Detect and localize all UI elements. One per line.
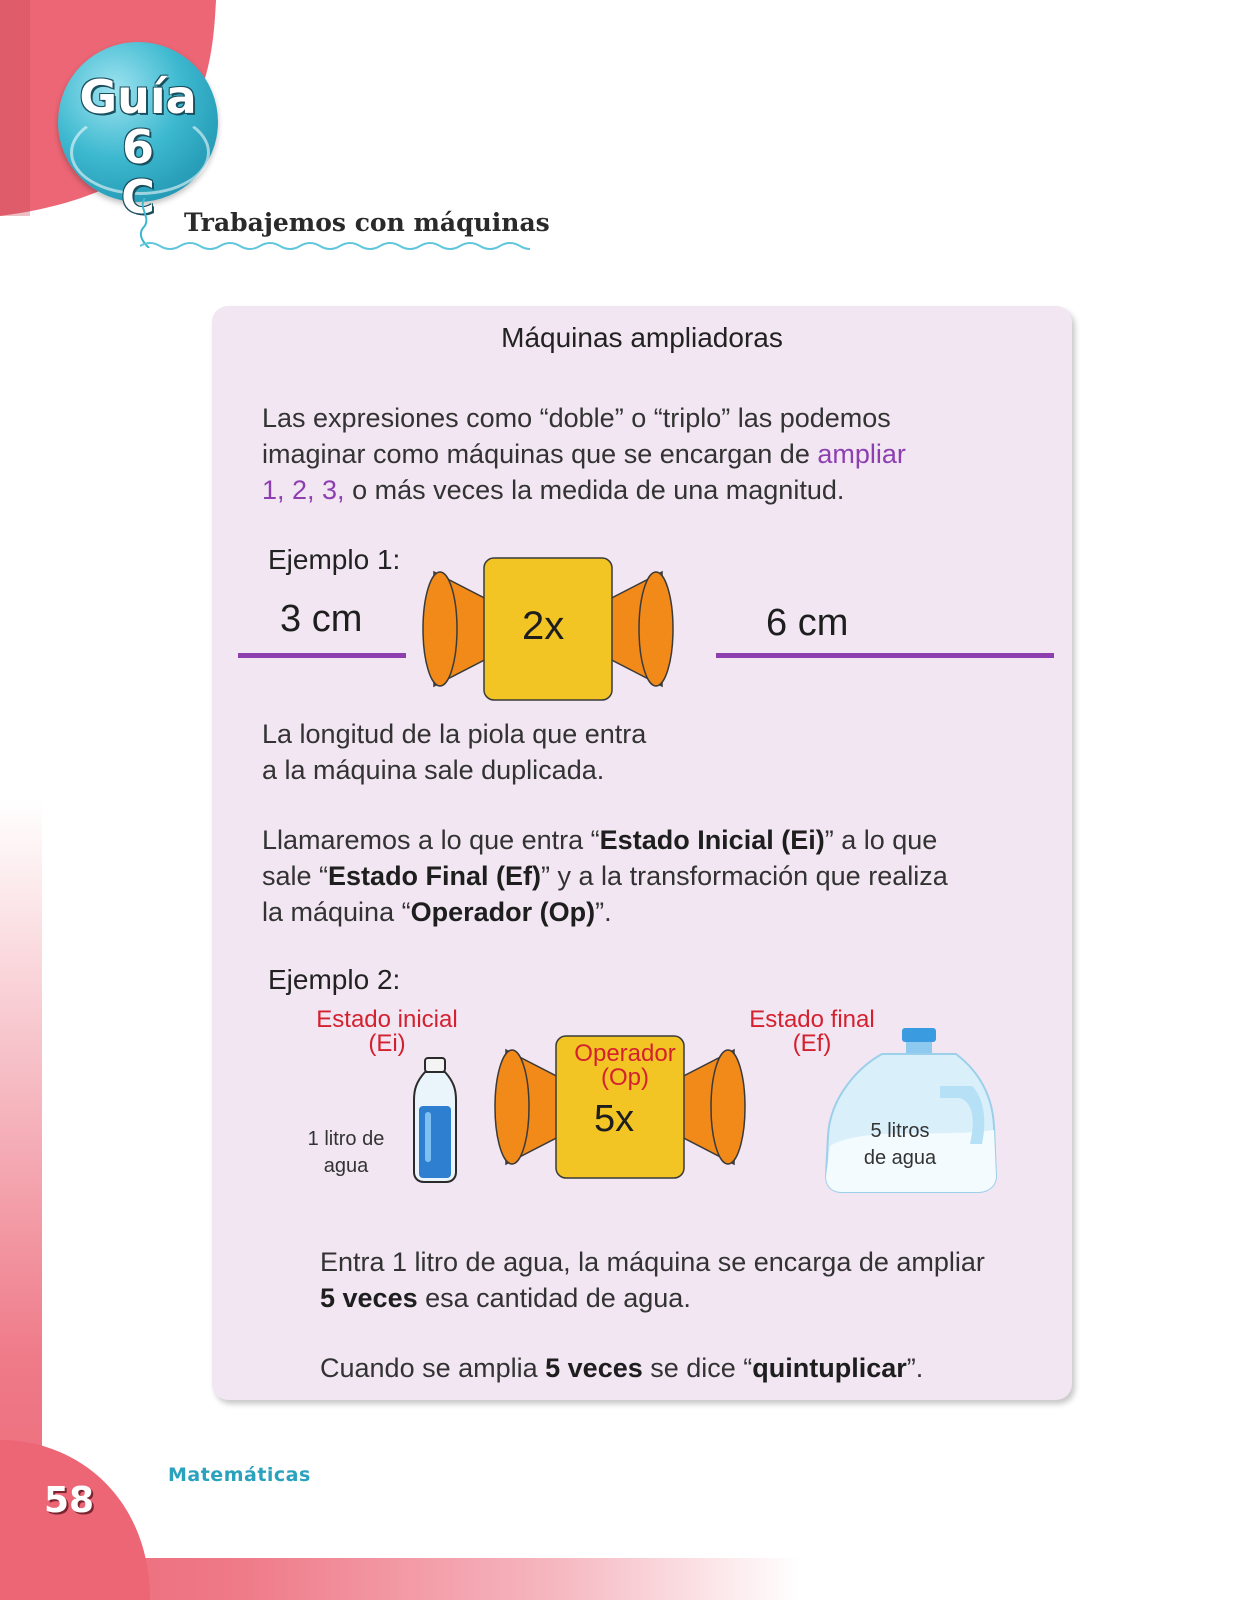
definitions-text: la máquina “: [262, 897, 411, 927]
example-1-caption-line-1: La longitud de la piola que entra: [262, 719, 647, 749]
definitions-line-1: [262, 822, 962, 858]
definitions-paragraph: [262, 822, 962, 930]
example-1-caption: [262, 716, 862, 788]
quintuplicar-sentence: [320, 1350, 1040, 1386]
card-heading: Máquinas ampliadoras: [501, 322, 783, 353]
example-1-caption-line-2: a la máquina sale duplicada.: [262, 755, 605, 785]
example-2-label: Ejemplo 2:: [268, 964, 401, 995]
input-caption-line-1: 1 litro de: [307, 1128, 385, 1150]
conclusion-text: esa cantidad de agua.: [417, 1283, 691, 1313]
intro-line-1: Las expresiones como “doble” o “triplo” las podemos: [262, 403, 891, 433]
intro-text-end: o más veces la medida de una magnitud.: [344, 475, 845, 505]
term-operador: Operador (Op): [410, 897, 596, 927]
term-estado-inicial: Estado Inicial (Ei): [599, 825, 825, 855]
input-string-line: [238, 653, 406, 658]
guide-number: Guía 6: [79, 70, 197, 174]
estado-final-title: Estado final: [749, 1006, 875, 1033]
definitions-text: ” y a la transformación que realiza: [541, 861, 948, 891]
operador-label: [558, 1042, 692, 1090]
conclusion-paragraph: [320, 1244, 1040, 1316]
output-caption: [852, 1118, 948, 1172]
definitions-line-3: [262, 894, 962, 930]
operador-title: Operador: [574, 1040, 676, 1067]
intro-text: imaginar como máquinas que se encargan de: [262, 439, 818, 469]
water-bottle-icon: [408, 1056, 462, 1184]
term-estado-final: Estado Final (Ef): [328, 861, 542, 891]
title-wave-underline: [140, 238, 530, 254]
term-quintuplicar: quintuplicar: [752, 1353, 907, 1383]
definitions-text: sale “: [262, 861, 329, 891]
section-title: Trabajemos con máquinas: [184, 208, 550, 237]
conclusion-line-2: [320, 1280, 1040, 1316]
intro-line-3: [262, 472, 962, 508]
example-1-operator-label: 2x: [522, 604, 565, 648]
input-caption-line-2: agua: [323, 1155, 369, 1177]
highlight-ampliar: ampliar: [817, 439, 906, 469]
example-1-label: Ejemplo 1:: [268, 544, 401, 575]
operador-abbr: (Op): [601, 1064, 649, 1091]
term-5-veces: 5 veces: [320, 1283, 418, 1313]
footer-subject: Matemáticas: [168, 1464, 311, 1486]
intro-paragraph: [262, 400, 962, 508]
example-1-output-value: 6 cm: [766, 602, 849, 644]
estado-inicial-label: [310, 1008, 464, 1056]
estado-final-abbr: (Ef): [792, 1030, 832, 1057]
conclusion-text: Cuando se amplia: [320, 1353, 546, 1383]
intro-line-2: [262, 436, 962, 472]
input-caption: [296, 1126, 396, 1180]
highlight-numbers: 1, 2, 3,: [262, 475, 345, 505]
definitions-line-2: [262, 858, 962, 894]
page-number: 58: [44, 1480, 95, 1521]
guide-letter: C: [121, 170, 155, 224]
estado-inicial-abbr: (Ei): [368, 1030, 406, 1057]
example-2-operator-label: 5x: [594, 1098, 635, 1140]
definitions-text: ” a lo que: [824, 825, 938, 855]
output-string-line: [716, 653, 1054, 658]
definitions-text: Llamaremos a lo que entra “: [262, 825, 600, 855]
conclusion-line-1: Entra 1 litro de agua, la máquina se encarga de ampliar: [320, 1247, 985, 1277]
definitions-text: ”.: [595, 897, 612, 927]
example-1-input-value: 3 cm: [280, 598, 363, 640]
output-caption-line-2: de agua: [863, 1147, 937, 1169]
output-caption-line-1: 5 litros: [870, 1120, 930, 1142]
estado-inicial-title: Estado inicial: [316, 1006, 458, 1033]
term-5-veces-2: 5 veces: [545, 1353, 643, 1383]
conclusion-text: se dice “: [642, 1353, 753, 1383]
conclusion-text: ”.: [906, 1353, 924, 1383]
